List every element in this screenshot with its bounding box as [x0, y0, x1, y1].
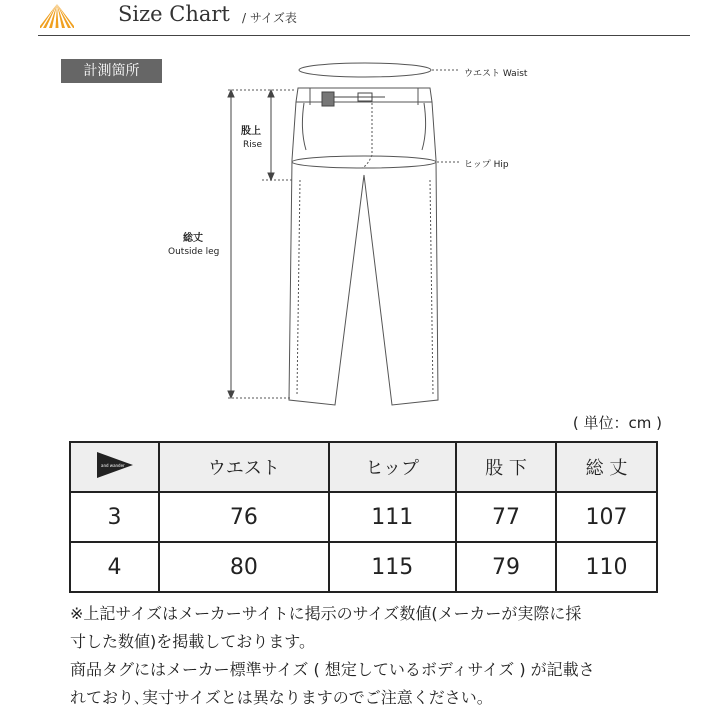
inseam-cell: 77 — [456, 492, 556, 542]
size-cell: 4 — [70, 542, 159, 592]
header-inseam: 股 下 — [456, 442, 556, 492]
pants-measurement-diagram — [0, 50, 728, 410]
unit-label: ( 単位：cm ) — [572, 414, 662, 432]
measurement-points-badge: 計測箇所 — [61, 59, 162, 83]
note-line: 商品タグにはメーカー標準サイズ ( 想定しているボディサイズ ) が記載さ — [70, 660, 595, 679]
sunburst-logo-icon — [40, 4, 74, 28]
table-header-row — [70, 442, 657, 492]
svg-text:and wander: and wander — [100, 462, 125, 468]
note-line: 寸した数値)を掲載しております。 — [70, 632, 315, 651]
inseam-cell: 79 — [456, 542, 556, 592]
table-row — [70, 492, 657, 542]
outside-leg-cell: 110 — [556, 542, 657, 592]
header-waist: ウエスト — [159, 442, 329, 492]
hip-label: ヒップ Hip — [464, 160, 509, 170]
outside-leg-label-jp: 総丈 — [183, 233, 203, 244]
waist-cell: 80 — [159, 542, 329, 592]
and-wander-logo-icon — [95, 450, 135, 480]
table-row — [70, 542, 657, 592]
rise-label-jp: 股上 — [241, 126, 261, 137]
header — [38, 0, 690, 36]
waist-label: ウエスト Waist — [464, 69, 528, 79]
hip-cell: 111 — [329, 492, 456, 542]
note-line: ※上記サイズはメーカーサイトに掲示のサイズ数値(メーカーが実際に採 — [70, 604, 582, 623]
outside-leg-cell: 107 — [556, 492, 657, 542]
header-hip: ヒップ — [329, 442, 456, 492]
size-cell: 3 — [70, 492, 159, 542]
waist-cell: 76 — [159, 492, 329, 542]
header-outside-leg: 総 丈 — [556, 442, 657, 492]
page-title: Size Chart — [118, 2, 230, 26]
note-line: れており､実寸サイズとは異なりますのでご注意ください。 — [70, 688, 493, 707]
outside-leg-label-en: Outside leg — [168, 247, 220, 257]
size-table — [69, 441, 658, 593]
page-subtitle: / サイズ表 — [242, 11, 297, 25]
brand-cell — [70, 442, 159, 492]
hip-cell: 115 — [329, 542, 456, 592]
waist-ellipse — [299, 63, 431, 77]
rise-label-en: Rise — [243, 140, 262, 150]
size-notes — [70, 600, 690, 712]
